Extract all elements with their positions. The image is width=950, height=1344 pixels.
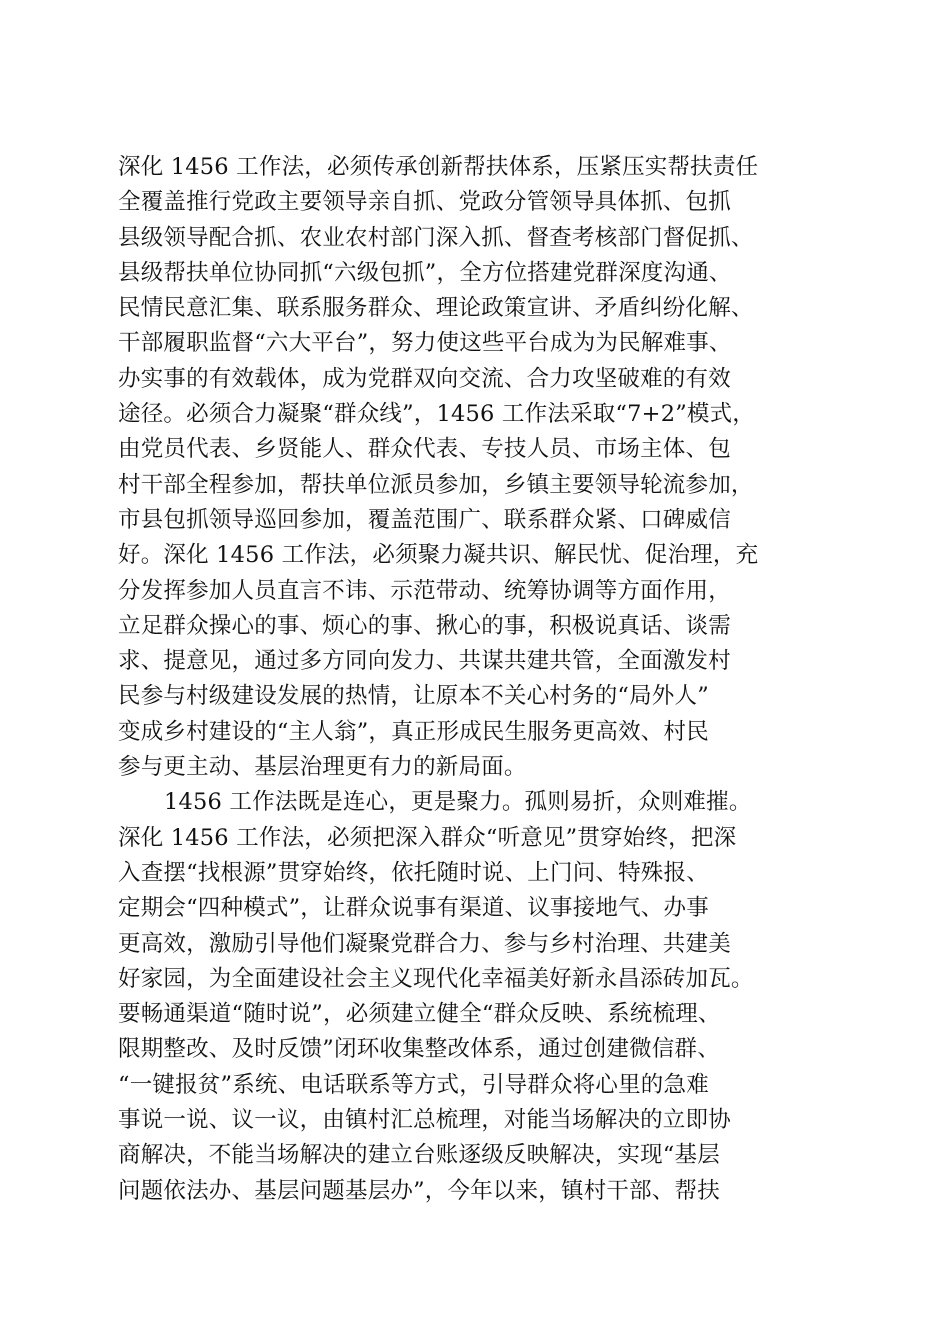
text-line: 办实事的有效载体，成为党群双向交流、合力攻坚破难的有效	[118, 365, 731, 392]
text-line: 途径。必须合力凝聚“群众线”，1456 工作法采取“7+2”模式，	[118, 401, 756, 428]
text-line: “一键报贫”系统、电话联系等方式，引导群众将心里的急难	[118, 1071, 709, 1098]
text-line: 分发挥参加人员直言不讳、示范带动、统筹协调等方面作用，	[118, 577, 731, 604]
text-line: 由党员代表、乡贤能人、群众代表、专技人员、市场主体、包	[118, 436, 731, 463]
text-line: 好。深化 1456 工作法，必须聚力凝共识、解民忧、促治理，充	[118, 542, 759, 569]
text-line: 干部履职监督“六大平台”，努力使这些平台成为为民解难事、	[118, 330, 732, 357]
text-line: 民参与村级建设发展的热情，让原本不关心村务的“局外人”	[118, 683, 709, 710]
text-line: 深化 1456 工作法，必须传承创新帮扶体系，压紧压实帮扶责任	[118, 154, 759, 180]
text-line: 县级帮扶单位协同抓“六级包抓”，全方位搭建党群深度沟通、	[118, 259, 732, 286]
text-line: 县级领导配合抓、农业农村部门深入抓、督查考核部门督促抓、	[118, 224, 754, 251]
text-line: 全覆盖推行党政主要领导亲自抓、党政分管领导具体抓、包抓	[118, 189, 731, 216]
text-line: 变成乡村建设的“主人翁”，真正形成民生服务更高效、村民	[118, 718, 709, 745]
text-line: 事说一说、议一议，由镇村汇总梳理，对能当场解决的立即协	[118, 1107, 731, 1134]
text-line: 参与更主动、基层治理更有力的新局面。	[118, 754, 527, 781]
text-line: 立足群众操心的事、烦心的事、揪心的事，积极说真话、谈需	[118, 612, 731, 639]
text-line: 商解决，不能当场解决的建立台账逐级反映解决，实现“基层	[118, 1142, 720, 1169]
body-text	[118, 150, 838, 1209]
text-line: 更高效，激励引导他们凝聚党群合力、参与乡村治理、共建美	[118, 930, 731, 957]
text-line: 村干部全程参加，帮扶单位派员参加，乡镇主要领导轮流参加，	[118, 471, 754, 498]
text-line: 民情民意汇集、联系服务群众、理论政策宣讲、矛盾纠纷化解、	[118, 295, 754, 322]
text-line: 求、提意见，通过多方同向发力、共谋共建共管，全面激发村	[118, 648, 731, 675]
text-line: 好家园，为全面建设社会主义现代化幸福美好新永昌添砖加瓦。	[118, 965, 754, 992]
text-line: 市县包抓领导巡回参加，覆盖范围广、联系群众紧、口碑威信	[118, 506, 731, 533]
text-line: 深化 1456 工作法，必须把深入群众“听意见”贯穿始终，把深	[118, 824, 737, 851]
text-line: 限期整改、及时反馈”闭环收集整改体系，通过创建微信群、	[118, 1036, 720, 1063]
text-line: 入查摆“找根源”贯穿始终，依托随时说、上门问、特殊报、	[118, 859, 709, 886]
text-line: 定期会“四种模式”，让群众说事有渠道、议事接地气、办事	[118, 895, 709, 922]
text-line: 要畅通渠道“随时说”，必须建立健全“群众反映、系统梳理、	[118, 1001, 721, 1028]
text-line: 问题依法办、基层问题基层办”，今年以来，镇村干部、帮扶	[118, 1177, 720, 1204]
paragraph-first-line: 1456 工作法既是连心，更是聚力。孤则易折，众则难摧。	[164, 789, 752, 816]
